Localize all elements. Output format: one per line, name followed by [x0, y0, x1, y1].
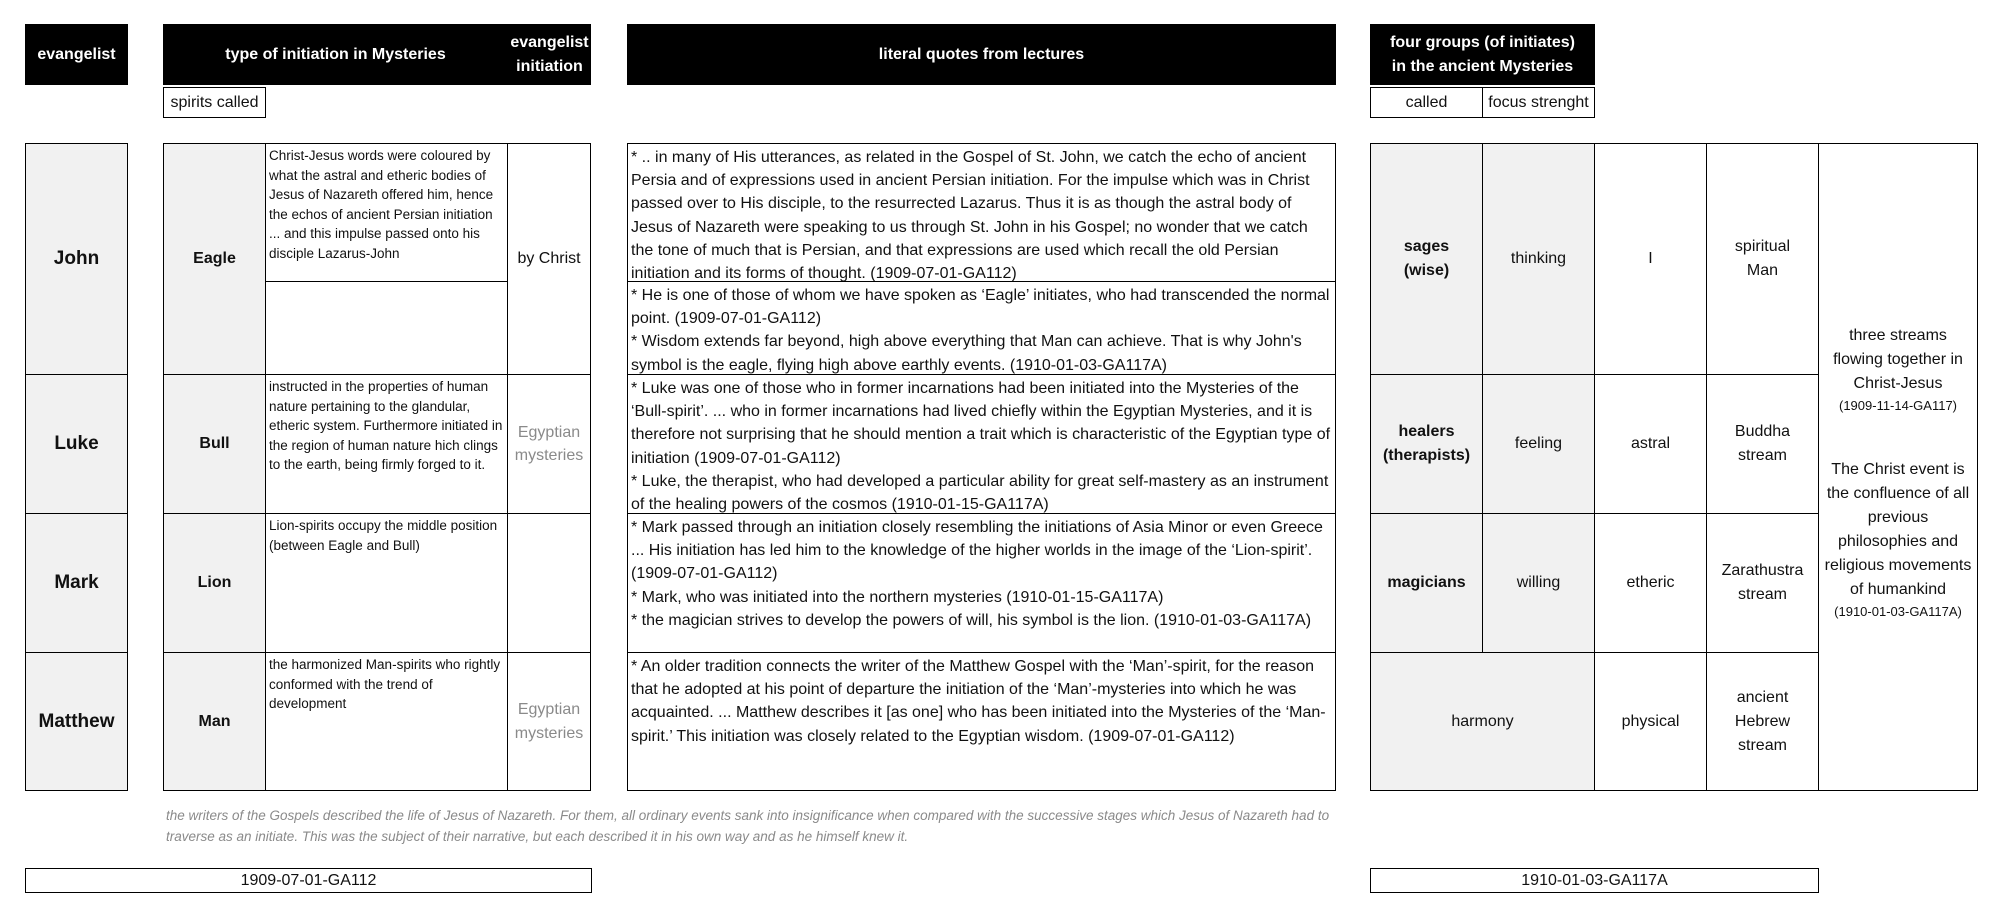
group-harmony: harmony	[1370, 652, 1595, 791]
focus-feeling: feeling	[1482, 374, 1595, 514]
description-mark: Lion-spirits occupy the middle position (between Eagle and Bull)	[265, 513, 508, 653]
header-four-groups	[1370, 24, 1595, 85]
body-i: I	[1594, 143, 1707, 375]
symbol-eagle: Eagle	[163, 143, 266, 375]
initiation-john: by Christ	[507, 143, 591, 375]
symbol-lion: Lion	[163, 513, 266, 653]
body-etheric: etheric	[1594, 513, 1707, 653]
description-luke: instructed in the properties of human nature pertaining to the glandular, etheric system. Furthermore initiated in the region of human nature hich clings to the earth, being firmly forged to it.	[265, 374, 508, 514]
quote-matthew: * An older tradition connects the writer of the Matthew Gospel with the ‘Man’-spirit, for the reason that he adopted at his point of departure the initiation of the ‘Man’-mysteries into which he was acquainted. ... Matthew describes it [as one] who has been initiated into the Mysteries of the ‘Man-spirit.’ This initiation was closely related to the Egyptian wisdom. (1909-07-01-GA112)	[627, 652, 1336, 791]
description-john: Christ-Jesus words were coloured by what the astral and etheric bodies of Jesus of Nazareth offered him, hence the echos of ancient Persian initiation ... and this impulse passed onto his disciple Lazarus-John	[265, 143, 508, 282]
quote-luke: * Luke was one of those who in former incarnations had been initiated into the Mysteries of the ‘Bull-spirit’. ... who in former incarnations had lived chiefly within the Egyptian Mysteries, and it is therefore not surprising that he should mention a trait which is characteristic of the Egyptian type of initiation (1909-07-01-GA112) * Luke, the therapist, who had developed a particular ability for great self-mastery as an instrument of the healing powers of the cosmos (1910-01-15-GA117A)	[627, 374, 1336, 514]
stream-spiritual-man: spiritual Man	[1706, 143, 1819, 375]
evangelist-luke: Luke	[25, 374, 128, 514]
symbol-man: Man	[163, 652, 266, 791]
description-matthew: the harmonized Man-spirits who rightly conformed with the trend of development	[265, 652, 508, 791]
symbol-bull: Bull	[163, 374, 266, 514]
stream-buddha: Buddha stream	[1706, 374, 1819, 514]
group-magicians: magicians	[1370, 513, 1483, 653]
initiation-mark	[507, 513, 591, 653]
header-type-of-initiation: type of initiation in Mysteries	[163, 24, 508, 85]
evangelist-mark: Mark	[25, 513, 128, 653]
body-physical: physical	[1594, 652, 1707, 791]
stream-ancient-hebrew: ancient Hebrew stream	[1706, 652, 1819, 791]
quote-john-2: * He is one of those of whom we have spoken as ‘Eagle’ initiates, who had transcended the normal point. (1909-07-01-GA112) * Wisdom extends far beyond, high above everything that Man can achieve. That is why John's symbol is the eagle, flying high above earthly events. (1910-01-03-GA117A)	[627, 281, 1336, 375]
side-note-streams: three streams flowing together in Christ-Jesus	[1833, 327, 1963, 392]
footnote: the writers of the Gospels described the life of Jesus of Nazareth. For them, all ordinary events sank into insignificance when compared with the successive stages which Jesus of Nazareth had to traverse as an initiate. This was the subject of their narrative, but each described it in his own way and as he himself knew it.	[166, 808, 1330, 844]
quote-john-1: * .. in many of His utterances, as related in the Gospel of St. John, we catch the echo of ancient Persia and of expressions used in ancient Persian initiation. For the impulse which was in Christ passed over to His disciple, to the resurrected Lazarus. Thus it is as though the astral body of Jesus of Nazareth were speaking to us through St. John in his Gospel; no wonder that we catch the tone of much that is Persian, and that expressions are used which recall the old Persian initiation and its forms of thought. (1909-07-01-GA112)	[627, 143, 1336, 282]
focus-thinking: thinking	[1482, 143, 1595, 375]
side-note-event-ref: (1910-01-03-GA117A)	[1834, 604, 1962, 619]
focus-willing: willing	[1482, 513, 1595, 653]
stream-zarathustra: Zarathustra stream	[1706, 513, 1819, 653]
evangelist-matthew: Matthew	[25, 652, 128, 791]
side-note-cell	[1818, 143, 1978, 791]
group-healers: healers (therapists)	[1370, 374, 1483, 514]
subheader-spirits-called: spirits called	[163, 87, 266, 118]
reference-right: 1910-01-03-GA117A	[1370, 868, 1819, 893]
initiation-luke: Egyptian mysteries	[507, 374, 591, 514]
description-john-empty	[265, 281, 508, 375]
evangelist-john: John	[25, 143, 128, 375]
initiation-matthew: Egyptian mysteries	[507, 652, 591, 791]
body-astral: astral	[1594, 374, 1707, 514]
header-four-groups-line2: in the ancient Mysteries	[1391, 57, 1574, 75]
subheader-focus-strenght: focus strenght	[1482, 87, 1595, 118]
group-sages: sages (wise)	[1370, 143, 1483, 375]
header-four-groups-line1: four groups (of initiates)	[1390, 34, 1575, 52]
subheader-called: called	[1370, 87, 1483, 118]
side-note-event: The Christ event is the confluence of all previous philosophies and religious movements of humankind	[1824, 461, 1972, 598]
header-evangelist-initiation: evangelist initiation	[508, 24, 591, 85]
header-literal-quotes: literal quotes from lectures	[627, 24, 1336, 85]
header-evangelist: evangelist	[25, 24, 128, 85]
side-note-streams-ref: (1909-11-14-GA117)	[1838, 398, 1958, 413]
quote-mark: * Mark passed through an initiation closely resembling the initiations of Asia Minor or even Greece ... His initiation has led him to the knowledge of the higher worlds in the image of the ‘Lion-spirit’. (1909-07-01-GA112) * Mark, who was initiated into the northern mysteries (1910-01-15-GA117A) * the magician strives to develop the powers of will, his symbol is the lion. (1910-01-03-GA117A)	[627, 513, 1336, 653]
reference-left: 1909-07-01-GA112	[25, 868, 592, 893]
